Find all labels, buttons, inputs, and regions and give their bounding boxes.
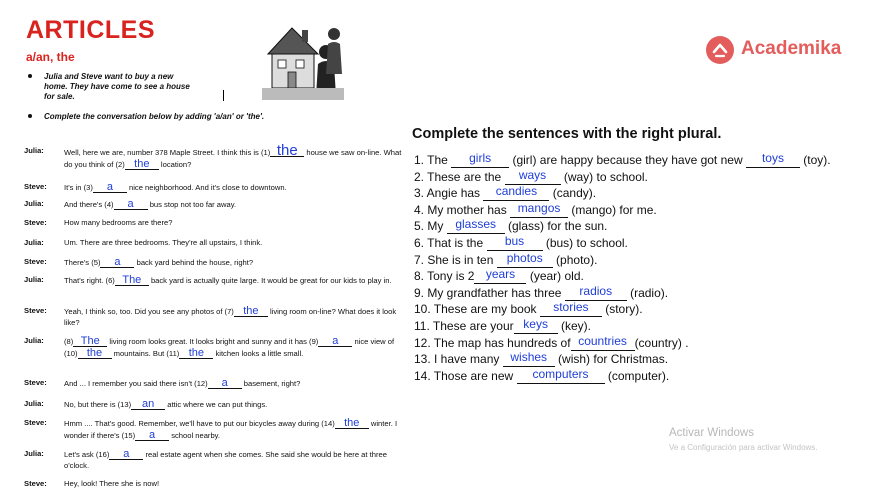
article-answer: a — [318, 336, 352, 347]
worksheet-title: ARTICLES — [26, 16, 155, 44]
plural-sentence — [414, 269, 584, 284]
speaker-label: Steve: — [24, 378, 47, 387]
sentence-text: (computer). — [604, 368, 670, 383]
dialogue-text — [64, 418, 409, 441]
plural-answer — [447, 219, 505, 234]
dialogue-text — [64, 306, 409, 328]
plural-answer-text: girls — [469, 151, 492, 165]
dialogue-text — [64, 238, 409, 249]
dialogue-text — [64, 257, 409, 269]
dialogue-segment: And ... I remember you said there isn't (12) — [64, 379, 208, 388]
text-cursor — [223, 90, 224, 101]
speaker-label: Julia: — [24, 146, 44, 155]
instruction-bullet — [28, 112, 348, 124]
plural-answer — [565, 283, 627, 301]
plural-answer — [483, 186, 549, 201]
sentence-text: 7. She is in ten — [414, 252, 497, 267]
dialogue-text — [64, 142, 409, 170]
sentence-text: (glass) for the sun. — [504, 219, 608, 234]
plural-exercise-heading: Complete the sentences with the right plural. — [412, 126, 722, 142]
plural-answer — [571, 333, 635, 351]
article-answer: a — [114, 199, 148, 210]
intro-text: Julia and Steve want to buy a new home. They have come to see a house for sale. — [44, 72, 190, 101]
dialogue-segment: mountains. But (11) — [111, 348, 180, 358]
sentence-text: 4. My mother has — [414, 202, 511, 217]
plural-sentence — [414, 250, 598, 268]
sentence-text: 11. These are your — [414, 319, 514, 333]
dialogue-segment: nice view of (10) — [64, 337, 395, 358]
plural-answer — [503, 352, 555, 367]
dialogue-segment: bus stop not too far away. — [147, 200, 237, 209]
dialogue-segment: Let's ask (16) — [64, 450, 110, 459]
dialogue-segment: Well, here we are, number 378 Maple Street. I think this is (1) — [64, 148, 271, 157]
speaker-label: Steve: — [24, 182, 47, 191]
dialogue-segment: How many bedrooms are there? — [64, 218, 173, 227]
sentence-text: (toy). — [799, 153, 831, 167]
dialogue-segment: Um. There are three bedrooms. They're all upstairs, I think. — [64, 238, 263, 247]
sentence-text: (wish) for Christmas. — [554, 352, 669, 367]
sentence-text: (photo). — [552, 252, 598, 267]
plural-sentence — [414, 319, 591, 334]
dialogue-segment: No, but there is (13) — [64, 400, 132, 409]
plural-answer-text: keys — [523, 317, 548, 331]
instruction-text: Complete the conversation below by adding 'a/an' or 'the'. — [44, 112, 265, 121]
sentence-text: (radio). — [626, 285, 669, 300]
dialogue-segment: school nearby. — [169, 430, 221, 440]
speaker-label: Steve: — [24, 418, 47, 427]
sentence-text: (bus) to school. — [542, 236, 628, 250]
plural-answer — [517, 366, 605, 384]
dialogue-segment: Hey, look! There she is now! — [64, 479, 160, 488]
plural-sentence — [414, 219, 607, 234]
plural-answer-text: radios — [579, 283, 613, 298]
plural-answer-text: mangos — [517, 200, 561, 215]
plural-answer-text: countries — [578, 333, 627, 348]
speaker-label: Julia: — [24, 336, 44, 345]
worksheet-subtitle: a/an, the — [26, 50, 75, 64]
article-answer: the — [78, 348, 112, 359]
sentence-text: 3. Angie has — [414, 186, 484, 201]
plural-answer — [474, 269, 526, 284]
dialogue-segment: nice neighborhood. And it's close to downtown. — [126, 183, 287, 192]
article-answer: a — [100, 257, 134, 268]
dialogue-text — [64, 182, 409, 194]
plural-sentence — [414, 200, 657, 218]
dialogue-text — [64, 275, 409, 287]
plural-sentence — [414, 167, 648, 185]
speaker-label: Steve: — [24, 306, 47, 315]
bullet-dot-icon — [28, 74, 32, 78]
dialogue-segment: living room looks great. It looks bright and sunny and it has (9) — [107, 337, 319, 346]
dialogue-text — [64, 479, 409, 490]
dialogue-segment: living room on-line? What does it look like? — [64, 307, 397, 327]
article-answer: the — [125, 159, 159, 170]
article-answer: The — [73, 336, 107, 347]
dialogue-text — [64, 199, 409, 211]
dialogue-segment: back yard is actually quite large. It would be great for our kids to play in. — [148, 276, 392, 285]
article-answer: the — [270, 146, 304, 157]
plural-sentence — [414, 333, 689, 351]
activation-watermark-subtitle: Ve a Configuración para activar Windows. — [669, 443, 818, 452]
sentence-text: (mango) for me. — [568, 202, 657, 217]
logo-text: Academika — [741, 38, 842, 59]
dialogue-segment: back yard behind the house, right? — [134, 258, 254, 267]
plural-sentence — [414, 236, 628, 251]
sentence-text: 9. My grandfather has three — [414, 285, 565, 300]
house-illustration — [262, 14, 344, 100]
dialogue-segment: basement, right? — [241, 379, 301, 388]
dialogue-segment: Hmm .... That's good. Remember, we'll have to put our bicycles away during (14) — [64, 419, 335, 428]
plural-answer — [505, 167, 561, 185]
plural-answer-text: toys — [761, 151, 784, 165]
plural-sentence — [414, 283, 669, 301]
sentence-text: (country) . — [634, 335, 689, 350]
dialogue-segment: winter. I wonder if there's (15) — [64, 419, 398, 440]
plural-answer-text: photos — [506, 250, 543, 265]
plural-answer-text: computers — [532, 366, 589, 381]
dialogue-text — [64, 336, 409, 359]
dialogue-segment: That's right. (6) — [64, 276, 115, 285]
plural-answer — [746, 153, 800, 168]
dialogue-text — [64, 449, 409, 471]
plural-answer-text: years — [485, 267, 516, 282]
activation-watermark-title: Activar Windows — [669, 427, 754, 439]
speaker-label: Julia: — [24, 449, 44, 458]
dialogue-segment: attic where we can put things. — [165, 400, 268, 409]
academika-logo-icon — [706, 36, 734, 64]
plural-answer — [510, 200, 568, 218]
plural-answer-text: candies — [495, 184, 538, 199]
plural-answer — [540, 302, 602, 317]
dialogue-segment: kitchen looks a little small. — [213, 348, 304, 358]
sentence-text: 12. The map has hundreds of — [414, 335, 571, 350]
plural-answer — [514, 319, 558, 334]
sentence-text: 14. Those are new — [414, 368, 517, 383]
speaker-label: Steve: — [24, 218, 47, 227]
dialogue-segment: (8) — [64, 337, 74, 346]
article-answer: a — [208, 378, 242, 389]
sentence-text: 13. I have many — [414, 352, 503, 367]
plural-sentence — [414, 186, 596, 201]
plural-answer-text: bus — [504, 234, 525, 248]
sentence-text: 10. These are my book — [414, 302, 540, 317]
speaker-label: Steve: — [24, 257, 47, 266]
dialogue-segment: house we saw on-line. What do you think of (2) — [64, 148, 402, 169]
speaker-label: Julia: — [24, 275, 44, 284]
dialogue-text — [64, 378, 409, 390]
sentence-text: 5. My — [414, 219, 447, 234]
sentence-text: (year) old. — [526, 269, 584, 284]
dialogue-segment: And there's (4) — [64, 200, 114, 209]
speaker-label: Julia: — [24, 238, 44, 247]
sentence-text: 2. These are the — [414, 169, 505, 184]
article-answer: the — [234, 306, 268, 317]
article-answer: the — [179, 348, 213, 359]
plural-sentence — [414, 366, 670, 384]
plural-answer-text: ways — [518, 167, 547, 182]
sentence-text: (key). — [557, 319, 591, 333]
speaker-label: Julia: — [24, 399, 44, 408]
dialogue-segment: It's in (3) — [64, 183, 93, 192]
plural-sentence — [414, 153, 831, 168]
plural-answer — [497, 250, 553, 268]
sentence-text: 1. The — [414, 153, 452, 167]
dialogue-segment: location? — [158, 159, 192, 169]
sentence-text: (way) to school. — [560, 169, 648, 184]
sentence-text: 6. That is the — [414, 236, 487, 250]
sentence-text: (candy). — [549, 186, 597, 201]
article-answer: the — [335, 418, 369, 429]
sentence-text: (story). — [601, 302, 643, 317]
article-answer: a — [93, 182, 127, 193]
speaker-label: Steve: — [24, 479, 47, 488]
article-answer: an — [131, 399, 165, 410]
sentence-text: 8. Tony is 2 — [414, 269, 475, 284]
plural-sentence — [414, 302, 643, 317]
articles-worksheet — [0, 0, 400, 504]
dialogue-segment: Yeah, I think so, too. Did you see any photos of (7) — [64, 307, 234, 316]
article-answer: The — [115, 275, 149, 286]
article-answer: a — [135, 430, 169, 441]
dialogue-segment: There's (5) — [64, 258, 101, 267]
plural-answer-text: wishes — [510, 350, 548, 365]
bullet-dot-icon — [28, 114, 32, 118]
plural-answer-text: stories — [553, 300, 589, 315]
dialogue-text — [64, 399, 409, 411]
plural-answer — [451, 153, 509, 168]
sentence-text: (girl) are happy because they have got new — [509, 153, 746, 167]
article-answer: a — [109, 449, 143, 460]
plural-answer — [487, 236, 543, 251]
speaker-label: Julia: — [24, 199, 44, 208]
dialogue-text — [64, 218, 409, 229]
plural-sentence — [414, 352, 668, 367]
intro-bullet — [28, 72, 228, 104]
dialogue-segment: real estate agent when she comes. She said she would be here at three o'clock. — [64, 450, 387, 470]
plural-answer-text: glasses — [455, 217, 497, 232]
